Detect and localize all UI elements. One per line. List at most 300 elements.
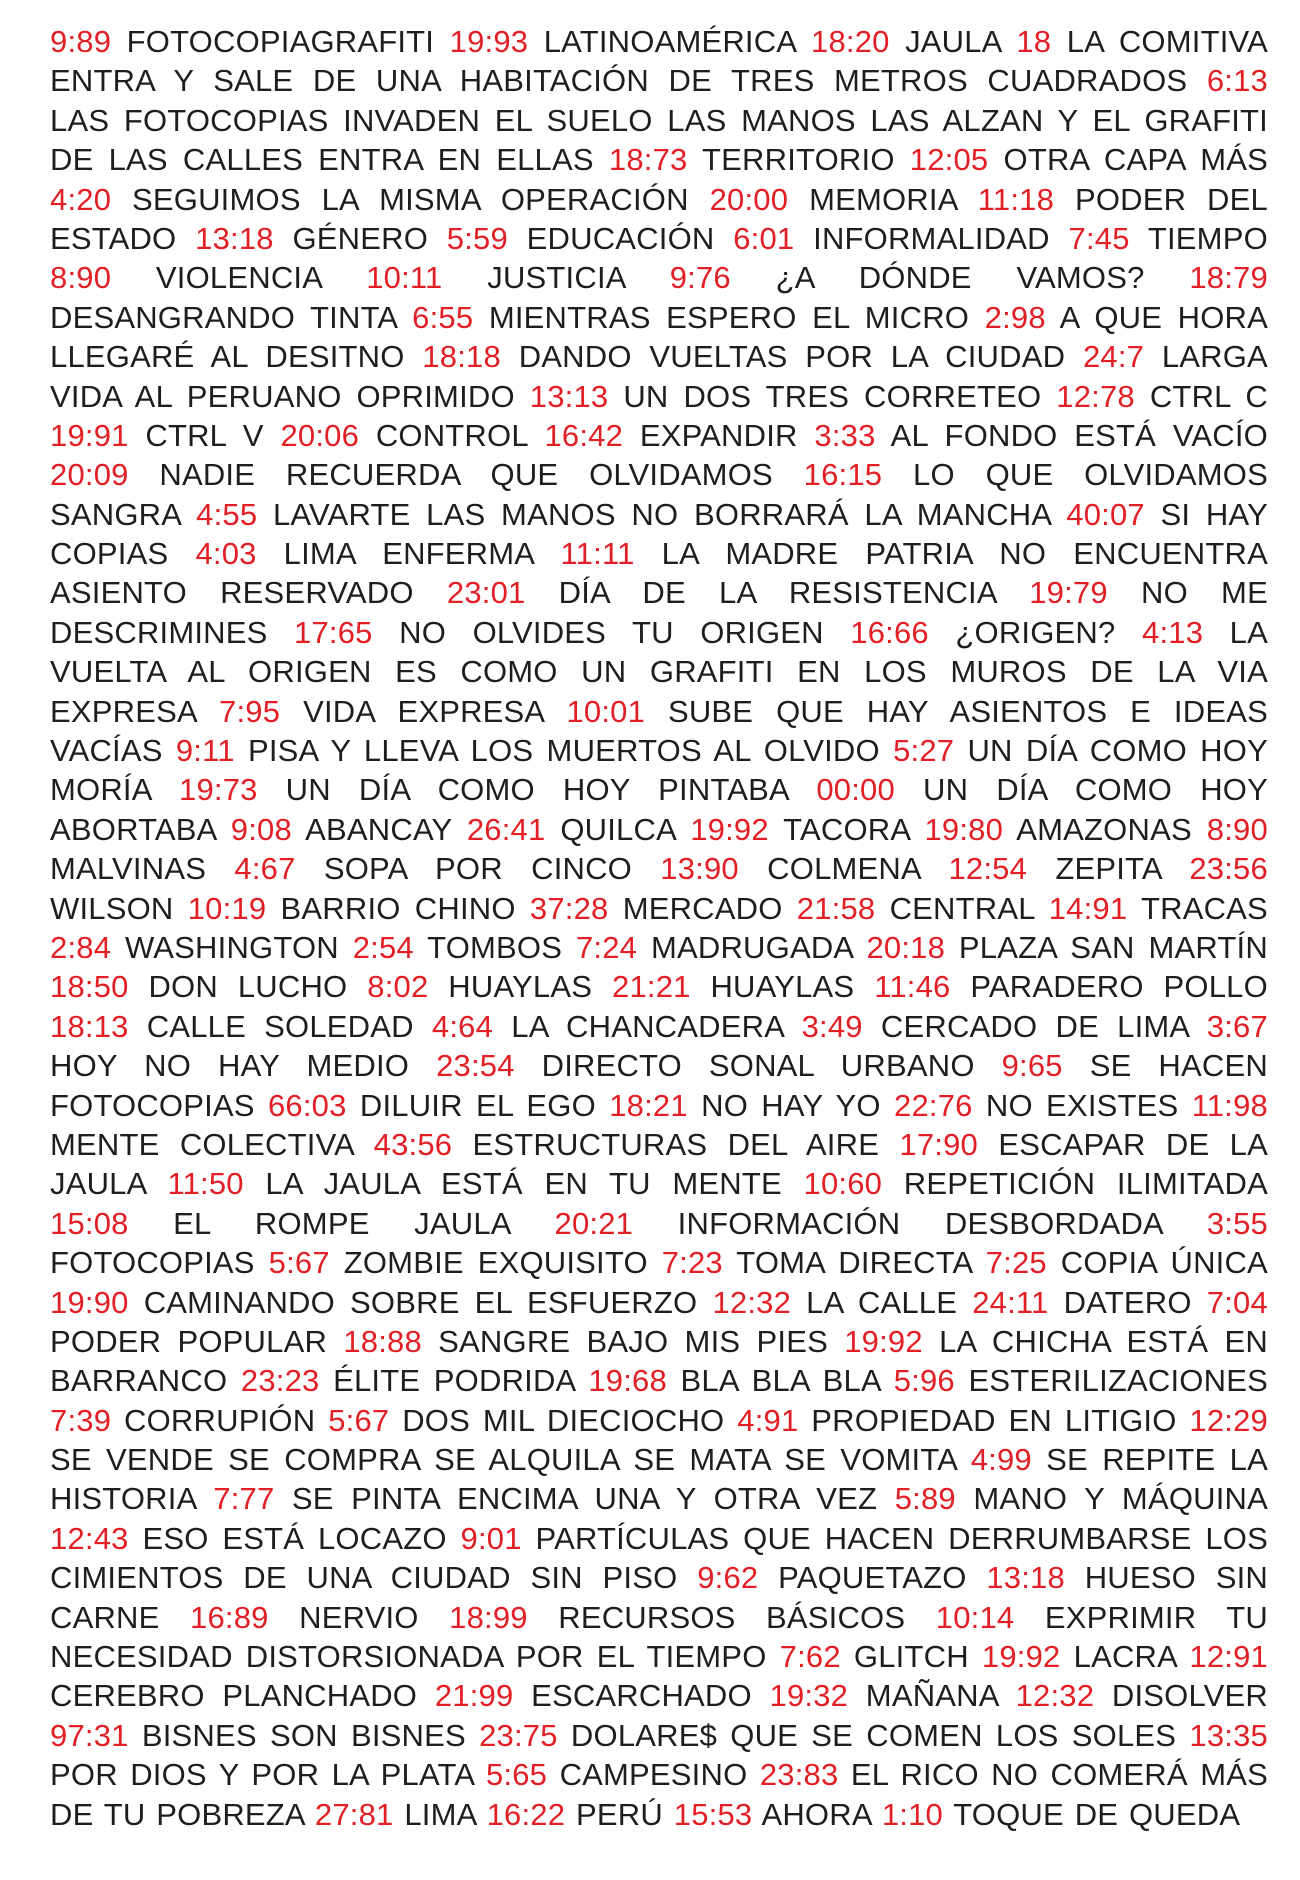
text-phrase: HISTORIA (50, 1481, 196, 1517)
poem-text-block (50, 22, 1268, 1834)
text-phrase: TERRITORIO (702, 142, 895, 178)
red-timestamp: 7:77 (213, 1481, 275, 1517)
text-line (50, 416, 1268, 455)
text-phrase: AMAZONAS (1016, 811, 1192, 847)
red-timestamp: 5:89 (894, 1481, 956, 1517)
text-phrase: LACRA (1073, 1639, 1177, 1675)
red-timestamp: 26:41 (466, 811, 546, 847)
text-phrase: DIRECTO SONAL URBANO (541, 1048, 975, 1084)
text-line (50, 1637, 1268, 1676)
text-phrase: MERCADO (622, 890, 783, 926)
text-line (50, 1204, 1268, 1243)
text-phrase: MEMORIA (809, 181, 957, 217)
red-timestamp: 12:05 (909, 142, 989, 178)
red-timestamp: 13:35 (1189, 1717, 1268, 1753)
text-phrase: NADIE RECUERDA QUE OLVIDAMOS (159, 457, 773, 493)
red-timestamp: 19:92 (981, 1639, 1061, 1675)
text-phrase: LA CHICHA ESTÁ EN (939, 1323, 1268, 1359)
text-phrase: MORÍA (50, 772, 151, 808)
red-timestamp: 4:64 (431, 1008, 494, 1044)
text-phrase: HUAYLAS (448, 969, 593, 1005)
text-phrase: VACÍAS (50, 733, 163, 769)
red-timestamp: 4:91 (737, 1402, 799, 1438)
red-timestamp: 10:11 (366, 260, 443, 296)
text-phrase: ÉLITE PODRIDA (333, 1363, 575, 1399)
text-phrase: UN DÍA COMO HOY (967, 733, 1268, 769)
text-phrase: PERÚ (576, 1796, 663, 1832)
text-phrase: LA CALLE (806, 1284, 958, 1320)
text-phrase: JUSTICIA (487, 260, 625, 296)
red-timestamp: 17:65 (294, 614, 373, 650)
text-phrase: HUESO SIN (1084, 1560, 1268, 1596)
red-timestamp: 8:90 (1206, 811, 1268, 847)
red-timestamp: 11:18 (977, 181, 1055, 217)
text-phrase: EL RICO NO COMERÁ MÁS (850, 1757, 1268, 1793)
text-phrase: CTRL V (145, 417, 264, 453)
red-timestamp: 19:91 (50, 417, 129, 453)
text-phrase: NO EXISTES (985, 1087, 1179, 1123)
red-timestamp: 4:03 (195, 536, 257, 572)
text-line (50, 140, 1268, 179)
red-timestamp: 6:55 (412, 299, 474, 335)
red-timestamp: 17:90 (899, 1126, 978, 1162)
text-phrase: BISNES SON BISNES (141, 1717, 466, 1753)
red-timestamp: 6:13 (1206, 63, 1268, 99)
red-timestamp: 20:18 (866, 929, 946, 965)
text-phrase: DE LAS CALLES ENTRA EN ELLAS (50, 142, 594, 178)
text-phrase: VIDA AL PERUANO OPRIMIDO (50, 378, 515, 414)
red-timestamp: 3:33 (814, 417, 876, 453)
text-phrase: DESCRIMINES (50, 614, 268, 650)
text-phrase: ABORTABA (50, 811, 216, 847)
text-phrase: EL ROMPE JAULA (173, 1205, 510, 1241)
red-timestamp: 19:32 (769, 1678, 849, 1714)
text-phrase: FOTOCOPIAS (50, 1087, 255, 1123)
red-timestamp: 23:75 (479, 1717, 558, 1753)
red-timestamp: 9:01 (460, 1520, 522, 1556)
red-timestamp: 10:01 (566, 693, 646, 729)
text-phrase: CENTRAL (889, 890, 1035, 926)
text-phrase: TIEMPO (1147, 220, 1268, 256)
red-timestamp: 27:81 (314, 1796, 394, 1832)
red-timestamp: 7:24 (575, 929, 638, 965)
text-line (50, 889, 1268, 928)
text-phrase: ZEPITA (1055, 851, 1162, 887)
text-phrase: PLAZA SAN MARTÍN (958, 929, 1268, 965)
red-timestamp: 13:18 (195, 220, 274, 256)
text-phrase: PAQUETAZO (778, 1560, 967, 1596)
text-phrase: SANGRE BAJO MIS PIES (438, 1323, 828, 1359)
text-line (50, 1322, 1268, 1361)
red-timestamp: 16:89 (190, 1599, 269, 1635)
red-timestamp: 9:65 (1001, 1048, 1063, 1084)
text-line (50, 1716, 1268, 1755)
red-timestamp: 5:67 (328, 1402, 390, 1438)
red-timestamp: 12:32 (712, 1284, 792, 1320)
text-phrase: ABANCAY (305, 811, 452, 847)
text-phrase: CIMIENTOS DE UNA CIUDAD SIN PISO (50, 1560, 678, 1596)
text-phrase: MADRUGADA (650, 929, 853, 965)
text-phrase: TOMA DIRECTA (736, 1245, 972, 1281)
red-timestamp: 11:98 (1191, 1087, 1268, 1123)
red-timestamp: 4:55 (196, 496, 258, 532)
text-line (50, 1401, 1268, 1440)
text-phrase: DOLARE$ QUE SE COMEN LOS SOLES (570, 1717, 1177, 1753)
text-line (50, 967, 1268, 1006)
red-timestamp: 7:39 (50, 1402, 112, 1438)
red-timestamp: 2:84 (50, 929, 112, 965)
text-phrase: CARNE (50, 1599, 160, 1635)
red-timestamp: 12:43 (50, 1520, 129, 1556)
red-timestamp: 4:67 (234, 851, 296, 887)
red-timestamp: 18:21 (609, 1087, 688, 1123)
text-phrase: ¿A DÓNDE VAMOS? (775, 260, 1145, 296)
text-phrase: LAS FOTOCOPIAS INVADEN EL SUELO LAS MANOS LAS ALZAN Y EL GRAFITI (50, 102, 1268, 138)
text-phrase: VIDA EXPRESA (303, 693, 544, 729)
red-timestamp: 18:20 (811, 24, 890, 59)
text-line (50, 613, 1268, 652)
text-phrase: LO QUE OLVIDAMOS (913, 457, 1268, 493)
red-timestamp: 7:62 (779, 1639, 841, 1675)
red-timestamp: 7:04 (1206, 1284, 1268, 1320)
text-line (50, 1125, 1268, 1164)
text-phrase: SOPA POR CINCO (323, 851, 632, 887)
red-timestamp: 2:98 (984, 299, 1046, 335)
red-timestamp: 14:91 (1048, 890, 1128, 926)
red-timestamp: 23:56 (1189, 851, 1268, 887)
red-timestamp: 3:49 (801, 1008, 863, 1044)
text-phrase: WILSON (50, 890, 174, 926)
red-timestamp: 4:20 (50, 181, 112, 217)
red-timestamp: 37:28 (529, 890, 609, 926)
text-line (50, 1755, 1268, 1794)
text-phrase: UN DÍA COMO HOY (922, 772, 1268, 808)
red-timestamp: 21:99 (434, 1678, 514, 1714)
red-timestamp: 19:92 (690, 811, 769, 847)
text-phrase: EXPRIMIR TU (1044, 1599, 1268, 1635)
text-line (50, 455, 1268, 494)
text-phrase: SI HAY (1160, 496, 1268, 532)
text-phrase: MENTE COLECTIVA (50, 1126, 354, 1162)
text-phrase: NECESIDAD DISTORSIONADA POR EL TIEMPO (50, 1639, 767, 1675)
text-phrase: PARTÍCULAS QUE HACEN DERRUMBARSE LOS (535, 1520, 1268, 1556)
red-timestamp: 20:00 (709, 181, 789, 217)
text-phrase: BARRIO CHINO (280, 890, 516, 926)
text-phrase: SE VENDE SE COMPRA SE ALQUILA SE MATA SE VOMITA (50, 1442, 957, 1478)
text-line (50, 1007, 1268, 1046)
text-line (50, 298, 1268, 337)
text-phrase: POR DIOS Y POR LA PLATA (50, 1757, 474, 1793)
text-phrase: LA JAULA ESTÁ EN TU MENTE (265, 1166, 782, 1202)
text-phrase: HUAYLAS (710, 969, 855, 1005)
text-phrase: LARGA (1161, 339, 1268, 375)
text-phrase: REPETICIÓN ILIMITADA (903, 1166, 1268, 1202)
text-phrase: DE TU POBREZA (50, 1796, 305, 1832)
text-phrase: SANGRA (50, 496, 181, 532)
text-phrase: DILUIR EL EGO (359, 1087, 596, 1123)
red-timestamp: 12:78 (1056, 378, 1135, 414)
text-line (50, 1676, 1268, 1715)
text-phrase: CAMINANDO SOBRE EL ESFUERZO (143, 1284, 698, 1320)
text-phrase: DOS MIL DIECIOCHO (402, 1402, 725, 1438)
text-phrase: EXPANDIR (639, 417, 798, 453)
text-line (50, 180, 1268, 219)
text-phrase: FOTOCOPIAGRAFITI (126, 24, 435, 59)
red-timestamp: 18:99 (449, 1599, 528, 1635)
text-phrase: COLMENA (767, 851, 921, 887)
text-phrase: DATERO (1063, 1284, 1192, 1320)
text-phrase: MAÑANA (865, 1678, 998, 1714)
red-timestamp: 5:65 (485, 1757, 548, 1793)
text-phrase: UN DOS TRES CORRETEO (623, 378, 1042, 414)
red-timestamp: 00:00 (816, 772, 895, 808)
text-phrase: DANDO VUELTAS POR LA CIUDAD (518, 339, 1066, 375)
text-phrase: JAULA (50, 1166, 146, 1202)
text-phrase: A QUE HORA (1059, 299, 1268, 335)
text-line (50, 534, 1268, 573)
text-line (50, 1598, 1268, 1637)
text-phrase: LA COMITIVA (1066, 24, 1268, 59)
text-phrase: TOMBOS (427, 929, 563, 965)
red-timestamp: 97:31 (50, 1717, 129, 1753)
red-timestamp: 19:90 (50, 1284, 129, 1320)
text-phrase: OTRA CAPA MÁS (1003, 142, 1268, 178)
text-phrase: LATINOAMÉRICA (543, 24, 796, 59)
text-phrase: BARRANCO (50, 1363, 228, 1399)
text-line (50, 377, 1268, 416)
red-timestamp: 12:54 (948, 851, 1028, 887)
text-line (50, 61, 1268, 100)
red-timestamp: 5:59 (446, 220, 508, 256)
red-timestamp: 16:15 (803, 457, 883, 493)
text-phrase: MANO Y MÁQUINA (973, 1481, 1268, 1517)
red-timestamp: 5:67 (268, 1245, 330, 1281)
text-line (50, 1519, 1268, 1558)
red-timestamp: 18:50 (50, 969, 129, 1005)
text-phrase: AHORA (761, 1796, 871, 1832)
red-timestamp: 20:21 (554, 1205, 634, 1241)
text-line (50, 1795, 1268, 1834)
text-phrase: RECURSOS BÁSICOS (558, 1599, 906, 1635)
text-phrase: EXPRESA (50, 693, 197, 729)
red-timestamp: 4:13 (1142, 614, 1204, 650)
text-phrase: ASIENTO RESERVADO (50, 575, 414, 611)
text-phrase: TRACAS (1140, 890, 1268, 926)
text-phrase: WASHINGTON (125, 929, 339, 965)
red-timestamp: 5:96 (893, 1363, 955, 1399)
red-timestamp: 9:62 (697, 1560, 759, 1596)
text-phrase: SEGUIMOS LA MISMA OPERACIÓN (132, 181, 689, 217)
red-timestamp: 10:60 (803, 1166, 883, 1202)
text-phrase: NO HAY YO (701, 1087, 881, 1123)
red-timestamp: 19:79 (1029, 575, 1108, 611)
red-timestamp: 43:56 (373, 1126, 453, 1162)
text-phrase: SE REPITE LA (1046, 1442, 1268, 1478)
text-phrase: INFORMALIDAD (813, 220, 1050, 256)
red-timestamp: 18:73 (608, 142, 688, 178)
text-phrase: SE PINTA ENCIMA UNA Y OTRA VEZ (291, 1481, 878, 1517)
text-phrase: NO OLVIDES TU ORIGEN (399, 614, 824, 650)
text-line (50, 495, 1268, 534)
red-timestamp: 9:11 (175, 733, 235, 769)
red-timestamp: 19:93 (449, 24, 529, 59)
red-timestamp: 10:19 (187, 890, 267, 926)
text-phrase: ESO ESTÁ LOCAZO (142, 1520, 447, 1556)
red-timestamp: 13:13 (529, 378, 609, 414)
text-phrase: LIMA ENFERMA (283, 536, 534, 572)
text-phrase: EDUCACIÓN (526, 220, 715, 256)
text-phrase: VUELTA AL ORIGEN ES COMO UN GRAFITI EN LOS MUROS DE LA VIA (50, 654, 1268, 690)
text-line (50, 692, 1268, 731)
red-timestamp: 16:66 (850, 614, 929, 650)
red-timestamp: 23:83 (759, 1757, 839, 1793)
text-phrase: CAMPESINO (559, 1757, 748, 1793)
text-line (50, 1046, 1268, 1085)
text-phrase: LIMA (404, 1796, 476, 1832)
red-timestamp: 15:08 (50, 1205, 129, 1241)
text-phrase: CTRL C (1149, 378, 1268, 414)
text-phrase: CONTROL (375, 417, 528, 453)
text-line (50, 810, 1268, 849)
red-timestamp: 11:11 (560, 536, 635, 572)
text-phrase: LA (1229, 614, 1268, 650)
red-timestamp: 40:07 (1066, 496, 1145, 532)
text-phrase: ESTRUCTURAS DEL AIRE (472, 1126, 880, 1162)
text-phrase: ZOMBIE EXQUISITO (343, 1245, 648, 1281)
red-timestamp: 7:25 (985, 1245, 1047, 1281)
text-phrase: CEREBRO PLANCHADO (50, 1678, 418, 1714)
red-timestamp: 13:90 (660, 851, 739, 887)
text-line (50, 1558, 1268, 1597)
red-timestamp: 18:13 (50, 1008, 129, 1044)
red-timestamp: 18:18 (422, 339, 501, 375)
text-line (50, 1361, 1268, 1400)
red-timestamp: 24:7 (1082, 339, 1145, 375)
red-timestamp: 15:53 (673, 1796, 753, 1832)
text-line (50, 1440, 1268, 1479)
red-timestamp: 1:10 (881, 1796, 943, 1832)
red-timestamp: 20:09 (50, 457, 129, 493)
text-phrase: MIENTRAS ESPERO EL MICRO (488, 299, 970, 335)
red-timestamp: 7:23 (661, 1245, 723, 1281)
text-phrase: PROPIEDAD EN LITIGIO (811, 1402, 1177, 1438)
red-timestamp: 19:92 (844, 1323, 923, 1359)
red-timestamp: 2:54 (352, 929, 414, 965)
text-line (50, 652, 1268, 691)
text-phrase: PISA Y LLEVA LOS MUERTOS AL OLVIDO (247, 733, 880, 769)
text-line (50, 770, 1268, 809)
text-phrase: CERCADO DE LIMA (880, 1008, 1189, 1044)
red-timestamp: 16:42 (544, 417, 624, 453)
text-line (50, 849, 1268, 888)
text-line (50, 573, 1268, 612)
red-timestamp: 10:14 (935, 1599, 1015, 1635)
text-phrase: CORRUPIÓN (124, 1402, 316, 1438)
text-line (50, 1243, 1268, 1282)
text-phrase: PODER DEL (1074, 181, 1268, 217)
red-timestamp: 19:80 (924, 811, 1004, 847)
text-line (50, 1086, 1268, 1125)
text-phrase: ENTRA Y SALE DE UNA HABITACIÓN DE TRES METROS CUADRADOS (50, 63, 1188, 99)
red-timestamp: 22:76 (894, 1087, 973, 1123)
red-timestamp: 7:95 (219, 693, 281, 729)
text-phrase: GÉNERO (292, 220, 429, 256)
text-phrase: JAULA (905, 24, 1001, 59)
text-phrase: SE HACEN (1089, 1048, 1268, 1084)
text-phrase: DON LUCHO (148, 969, 348, 1005)
text-phrase: LA MADRE PATRIA NO ENCUENTRA (661, 536, 1268, 572)
red-timestamp: 13:18 (986, 1560, 1065, 1596)
text-phrase: LLEGARÉ AL DESITNO (50, 339, 405, 375)
text-phrase: ESTERILIZACIONES (968, 1363, 1268, 1399)
red-timestamp: 9:76 (669, 260, 731, 296)
text-line (50, 1479, 1268, 1518)
red-timestamp: 9:89 (50, 24, 112, 59)
text-line (50, 928, 1268, 967)
text-line (50, 1283, 1268, 1322)
red-timestamp: 3:67 (1206, 1008, 1268, 1044)
text-phrase: NO ME (1140, 575, 1268, 611)
text-line (50, 22, 1268, 61)
text-phrase: PODER POPULAR (50, 1323, 328, 1359)
text-phrase: ESCARCHADO (531, 1678, 752, 1714)
red-timestamp: 23:54 (436, 1048, 515, 1084)
text-phrase: LAVARTE LAS MANOS NO BORRARÁ LA MANCHA (272, 496, 1051, 532)
text-phrase: AL FONDO ESTÁ VACÍO (890, 417, 1268, 453)
text-phrase: NERVIO (299, 1599, 419, 1635)
red-timestamp: 5:27 (893, 733, 955, 769)
red-timestamp: 3:55 (1206, 1205, 1268, 1241)
text-phrase: DESANGRANDO TINTA (50, 299, 397, 335)
red-timestamp: 21:58 (796, 890, 876, 926)
red-timestamp: 12:91 (1189, 1639, 1268, 1675)
text-line (50, 219, 1268, 258)
red-timestamp: 9:08 (230, 811, 292, 847)
text-phrase: CALLE SOLEDAD (146, 1008, 414, 1044)
red-timestamp: 12:32 (1015, 1678, 1095, 1714)
red-timestamp: 23:01 (446, 575, 526, 611)
text-phrase: ESTADO (50, 220, 177, 256)
text-phrase: TOQUE DE QUEDA (953, 1796, 1241, 1832)
text-phrase: PARADERO POLLO (970, 969, 1268, 1005)
text-phrase: INFORMACIÓN DESBORDADA (677, 1205, 1163, 1241)
red-timestamp: 21:21 (612, 969, 691, 1005)
text-phrase: SUBE QUE HAY ASIENTOS E IDEAS (667, 693, 1268, 729)
red-timestamp: 12:29 (1189, 1402, 1268, 1438)
text-phrase: HOY NO HAY MEDIO (50, 1048, 410, 1084)
red-timestamp: 11:50 (167, 1166, 244, 1202)
text-phrase: LA CHANCADERA (511, 1008, 784, 1044)
red-timestamp: 18:79 (1189, 260, 1268, 296)
red-timestamp: 18 (1016, 24, 1052, 59)
text-phrase: DISOLVER (1111, 1678, 1268, 1714)
text-phrase: COPIAS (50, 536, 169, 572)
red-timestamp: 20:06 (280, 417, 360, 453)
red-timestamp: 66:03 (267, 1087, 347, 1123)
red-timestamp: 6:01 (733, 220, 795, 256)
red-timestamp: 19:68 (588, 1363, 667, 1399)
text-phrase: DÍA DE LA RESISTENCIA (558, 575, 997, 611)
red-timestamp: 24:11 (972, 1284, 1049, 1320)
text-line (50, 337, 1268, 376)
text-phrase: ¿ORIGEN? (955, 614, 1116, 650)
red-timestamp: 11:46 (874, 969, 951, 1005)
text-phrase: GLITCH (853, 1639, 969, 1675)
red-timestamp: 7:45 (1068, 220, 1130, 256)
text-phrase: COPIA ÚNICA (1060, 1245, 1268, 1281)
text-line (50, 101, 1268, 140)
text-line (50, 258, 1268, 297)
